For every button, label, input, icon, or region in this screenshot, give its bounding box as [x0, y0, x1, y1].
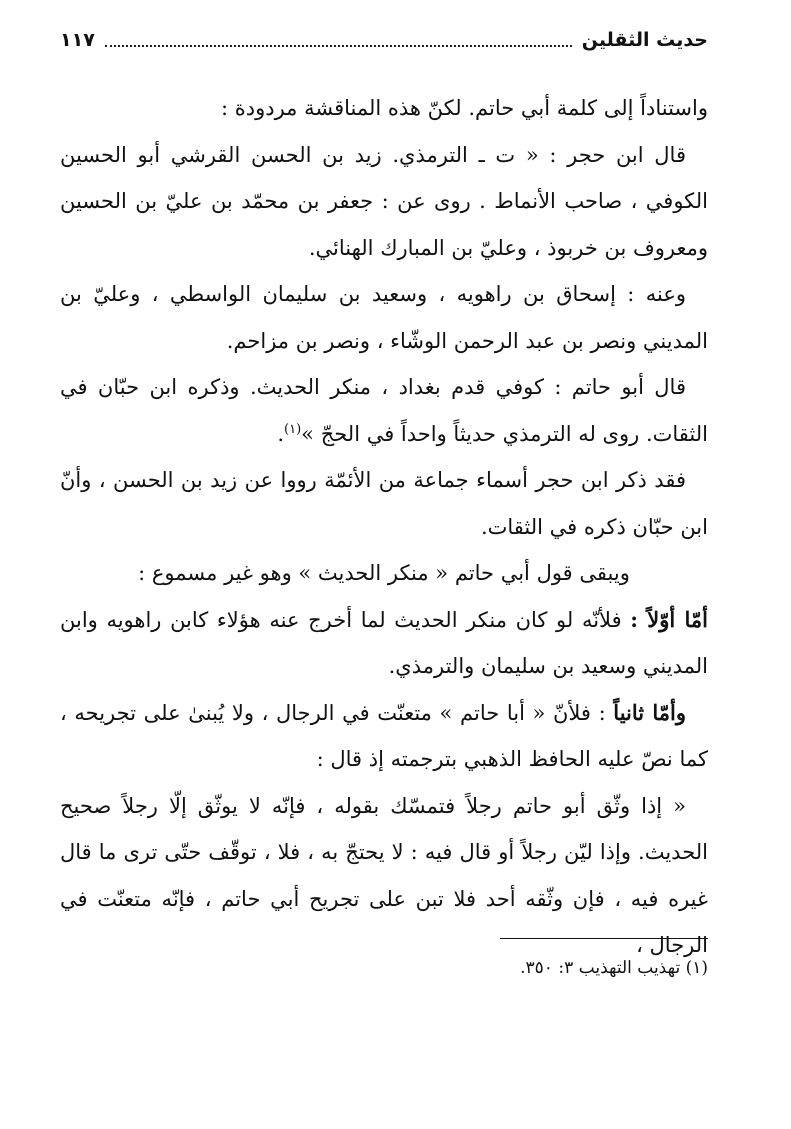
paragraph: وعنه : إسحاق بن راهويه ، وسعيد بن سليمان الواسطي ، وعليّ بن المديني ونصر بن عبد الرحمن الوشّاء ، ونصر بن مزاحم. [60, 282, 708, 353]
paragraph [60, 690, 708, 783]
paragraph-text: قال أبو حاتم : كوفي قدم بغداد ، منكر الحديث. وذكره ابن حبّان في الثقات. روى له الترمذي حديثاً واحداً في الحجّ » [60, 375, 708, 446]
page-number: ١١٧ [60, 29, 95, 51]
paragraph [60, 597, 708, 690]
paragraph: واستناداً إلى كلمة أبي حاتم. لكنّ هذه المناقشة مردودة : [220, 96, 708, 120]
footnote: (١) تهذيب التهذيب ٣: ٣٥٠. [520, 958, 708, 978]
quotation: « إذا وثّق أبو حاتم رجلاً فتمسّك بقوله ، فإنّه لا يوثّق إلّا رجلاً صحيح الحديث. وإذا ليّن رجلاً أو قال فيه : لا يحتجّ به ، فلا ، توقّف حتّى ترى ما قال غيره فيه ، فإن وثّقه أحد فلا تبن على تجريح أبي حاتم ، فإنّه متعنّت في الرجال ، [60, 793, 708, 957]
paragraph-text: : فلأنّ « أبا حاتم » متعنّت في الرجال ، ولا يُبنىٰ على تجريحه ، كما نصّ عليه الحافظ الذهبي بترجمته إذ قال : [60, 700, 708, 771]
footnote-separator [500, 938, 708, 939]
lead-in-second: وأمّا ثانياً [613, 699, 686, 725]
footnote-reference: (١) [284, 421, 302, 437]
paragraph: قال ابن حجر : « ت ـ الترمذي. زيد بن الحسن القرشي أبو الحسين الكوفي ، صاحب الأنماط . روى عن : جعفر بن محمّد بن عليّ بن الحسين ومعروف بن خربوذ ، وعليّ بن المبارك الهنائي. [60, 142, 708, 260]
paragraph-text: لو كان منكر الحديث لما أخرج عنه هؤلاء كابن راهويه وابن المديني وسعيد بن سليمان والترمذي. [60, 607, 708, 678]
header-dot-leader [105, 45, 572, 47]
paragraph: فقد ذكر ابن حجر أسماء جماعة من الأئمّة رووا عن زيد بن الحسن ، وأنّ ابن حبّان ذكره في الثقات. [60, 468, 708, 539]
paragraph [60, 364, 708, 457]
paragraph: ويبقى قول أبي حاتم « منكر الحديث » وهو غير مسموع : [138, 561, 630, 585]
lead-in-first: أمّا أوّلاً : [630, 606, 708, 632]
header-title: حديث الثقلين [581, 29, 708, 51]
running-header [60, 22, 708, 58]
main-text [60, 85, 708, 969]
lead-in-first-tail: فلأنّه [581, 607, 622, 632]
paragraph-end: . [277, 421, 285, 446]
